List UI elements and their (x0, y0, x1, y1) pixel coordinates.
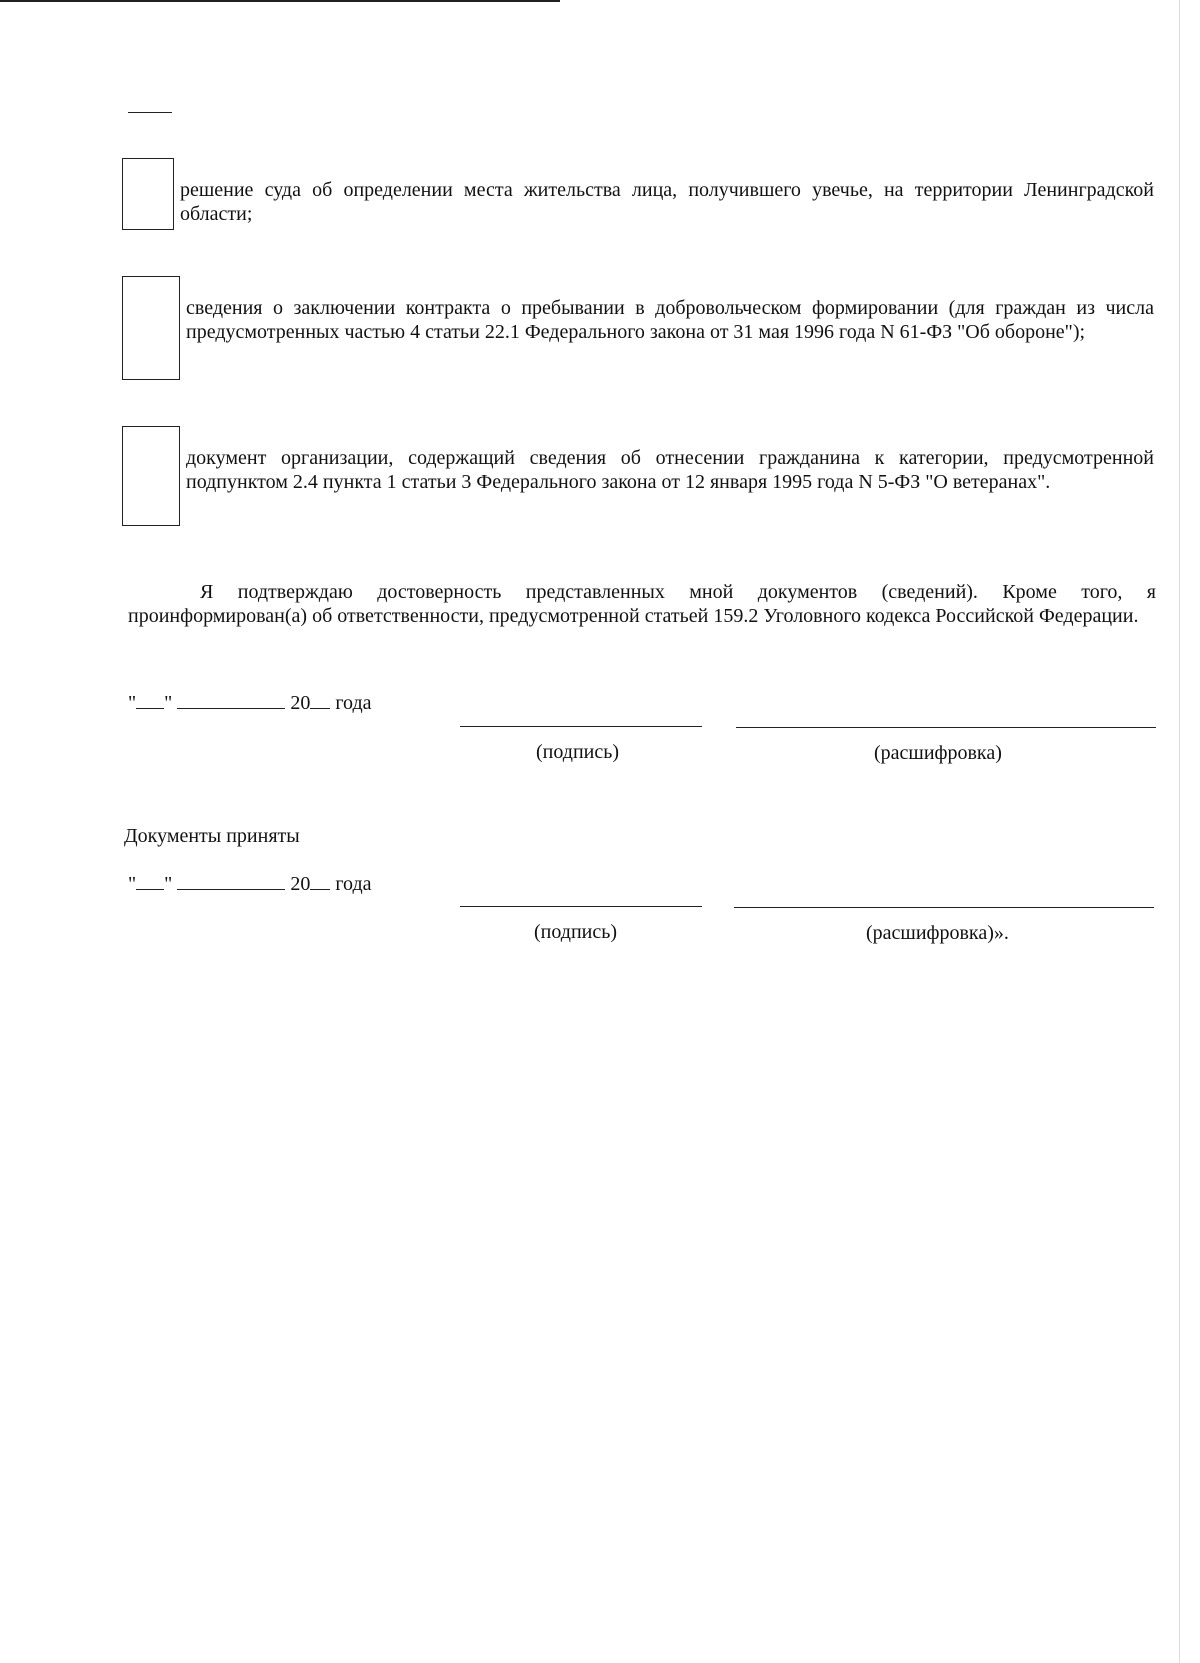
transcript-caption: (расшифровка) (874, 742, 1002, 764)
checkbox[interactable] (122, 276, 180, 380)
confirmation-paragraph: Я подтверждаю достоверность представленных мной документов (сведений). Кроме того, я проинформирован(а) об ответственности, предусмотренной статьей 159.2 Уголовного кодекса Российской Федерации. (128, 581, 1156, 627)
signature-line[interactable] (460, 906, 702, 907)
applicant-date-line (128, 690, 372, 715)
signature-caption: (подпись) (536, 741, 620, 763)
signature-line[interactable] (460, 726, 702, 727)
year-prefix: 20 (290, 873, 311, 895)
dash-mark (128, 112, 172, 113)
date-close-quote: " (164, 692, 173, 714)
item-text: документ организации, содержащий сведения об отнесении гражданина к категории, предусмотренной подпунктом 2.4 пункта 1 статьи 3 Федерального закона от 12 января 1995 года N 5-ФЗ "О ветеранах". (186, 447, 1154, 493)
item-text: сведения о заключении контракта о пребывании в добровольческом формировании (для граждан из числа предусмотренных частью 4 статьи 22.1 Федерального закона от 31 мая 1996 года N 61-ФЗ "Об обороне"); (186, 297, 1154, 343)
transcript-caption: (расшифровка)». (866, 922, 1009, 944)
month-blank[interactable] (177, 690, 285, 709)
year-suffix: года (335, 692, 372, 714)
item-text: решение суда об определении места жительства лица, получившего увечье, на территории Ленинградской области; (180, 179, 1154, 225)
month-blank[interactable] (177, 871, 285, 890)
year-suffix: года (335, 873, 372, 895)
day-blank[interactable] (136, 690, 164, 709)
day-blank[interactable] (136, 871, 164, 890)
date-open-quote: " (128, 692, 137, 714)
checkbox[interactable] (122, 158, 174, 230)
accepted-date-line (128, 871, 372, 896)
date-open-quote: " (128, 873, 137, 895)
transcript-line[interactable] (734, 907, 1154, 908)
scan-edge-line (0, 0, 560, 2)
transcript-line[interactable] (736, 727, 1156, 728)
year-blank[interactable] (310, 871, 330, 890)
date-close-quote: " (164, 873, 173, 895)
signature-caption: (подпись) (534, 921, 618, 943)
year-prefix: 20 (290, 692, 311, 714)
documents-accepted-label: Документы приняты (124, 825, 300, 847)
checkbox[interactable] (122, 426, 180, 526)
year-blank[interactable] (310, 690, 330, 709)
scan-edge-line (1179, 0, 1180, 1663)
